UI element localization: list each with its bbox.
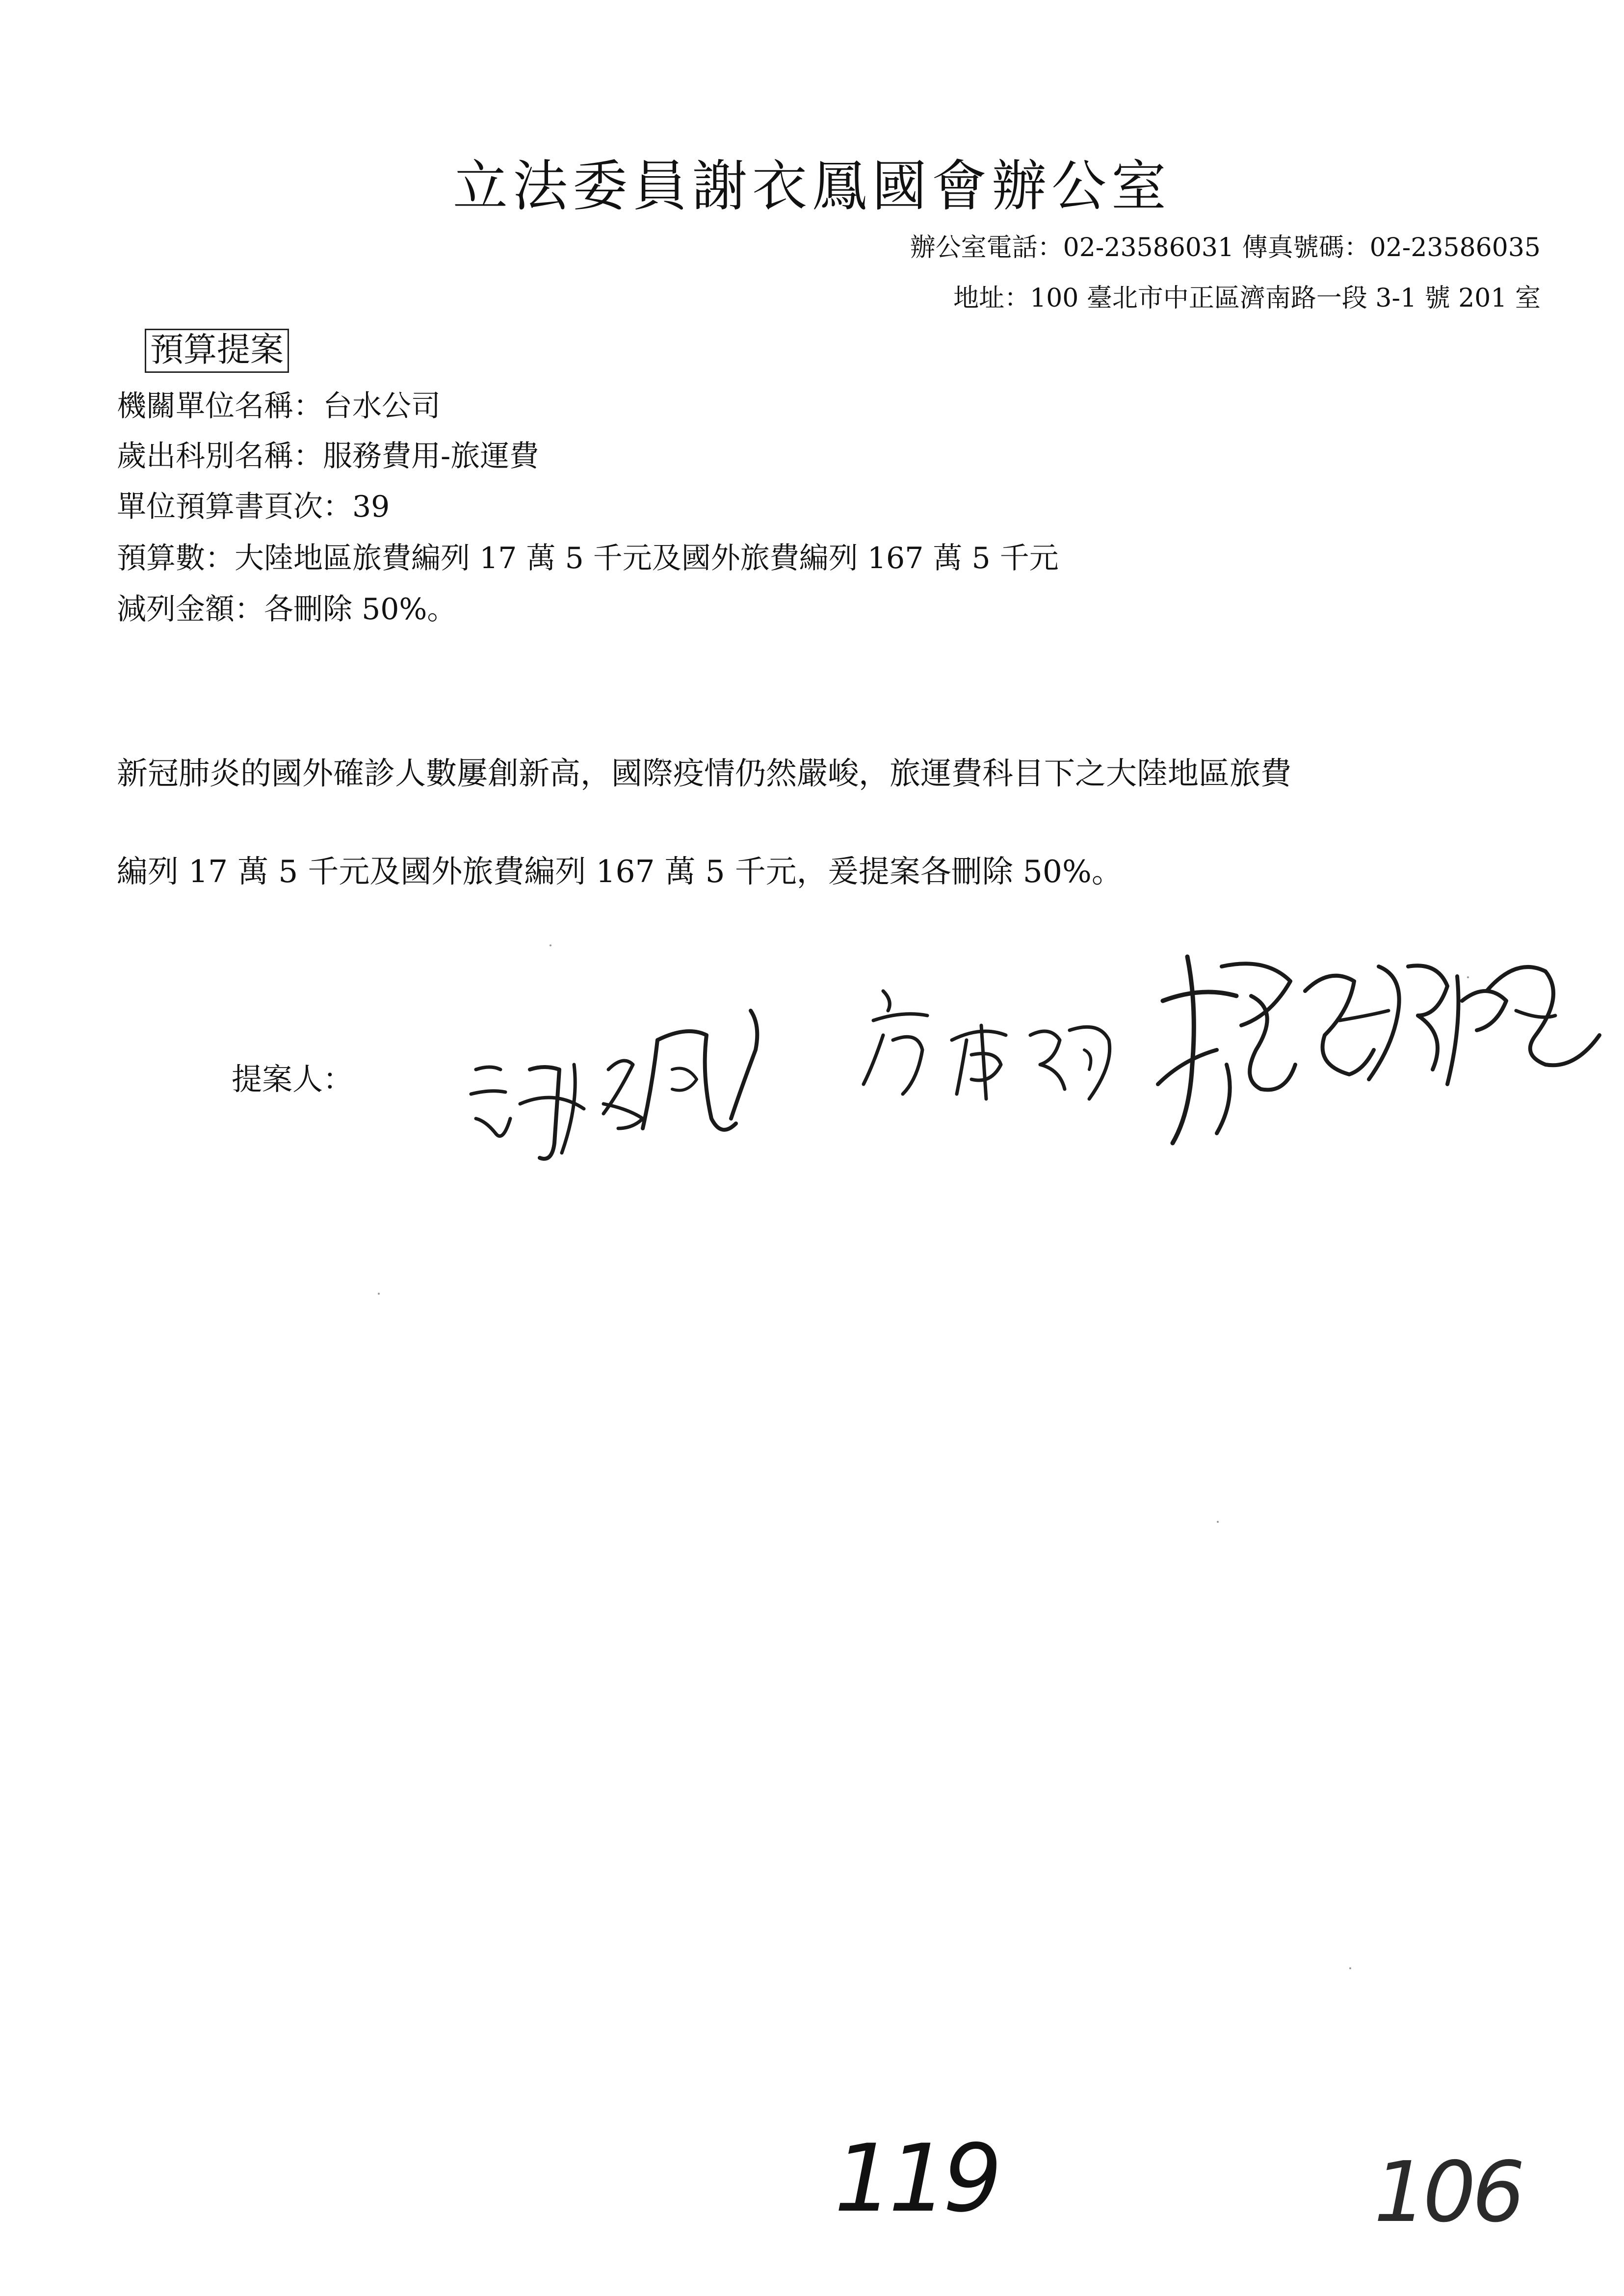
scan-speck: [1467, 976, 1469, 978]
scan-speck: [1217, 1521, 1219, 1523]
proposal-body-line-2: 編列 17 萬 5 千元及國外旅費編列 167 萬 5 千元，爰提案各刪除 50%。: [117, 854, 1123, 889]
field-agency-name: 機關單位名稱：台水公司: [117, 389, 441, 423]
signature-3: [1143, 937, 1614, 1163]
office-phone-fax: 辦公室電話：02-23586031 傳真號碼：02-23586035: [910, 233, 1541, 262]
office-address: 地址：100 臺北市中正區濟南路一段 3-1 號 201 室: [953, 284, 1541, 313]
field-reduction-amount: 減列金額：各刪除 50%。: [117, 592, 457, 626]
scan-speck: [1349, 1967, 1351, 1969]
scan-speck: [378, 1293, 380, 1295]
field-budget-page: 單位預算書頁次：39: [117, 490, 390, 524]
signature-1: [456, 996, 790, 1173]
scan-speck: [550, 944, 551, 946]
field-expenditure-category: 歲出科別名稱：服務費用-旅運費: [117, 439, 539, 473]
signature-2: [854, 981, 1128, 1128]
proposer-label: 提案人：: [232, 1061, 354, 1097]
proposal-type-tag: 預算提案: [145, 329, 289, 373]
handwritten-secondary-number: 106: [1374, 2144, 1521, 2241]
handwritten-page-number: 119: [834, 2124, 997, 2233]
field-budget-amount: 預算數：大陸地區旅費編列 17 萬 5 千元及國外旅費編列 167 萬 5 千元: [117, 541, 1059, 575]
proposal-body-line-1: 新冠肺炎的國外確診人數屢創新高，國際疫情仍然嚴峻，旅運費科目下之大陸地區旅費: [117, 756, 1291, 791]
document-title: 立法委員謝衣鳳國會辦公室: [453, 155, 1171, 218]
